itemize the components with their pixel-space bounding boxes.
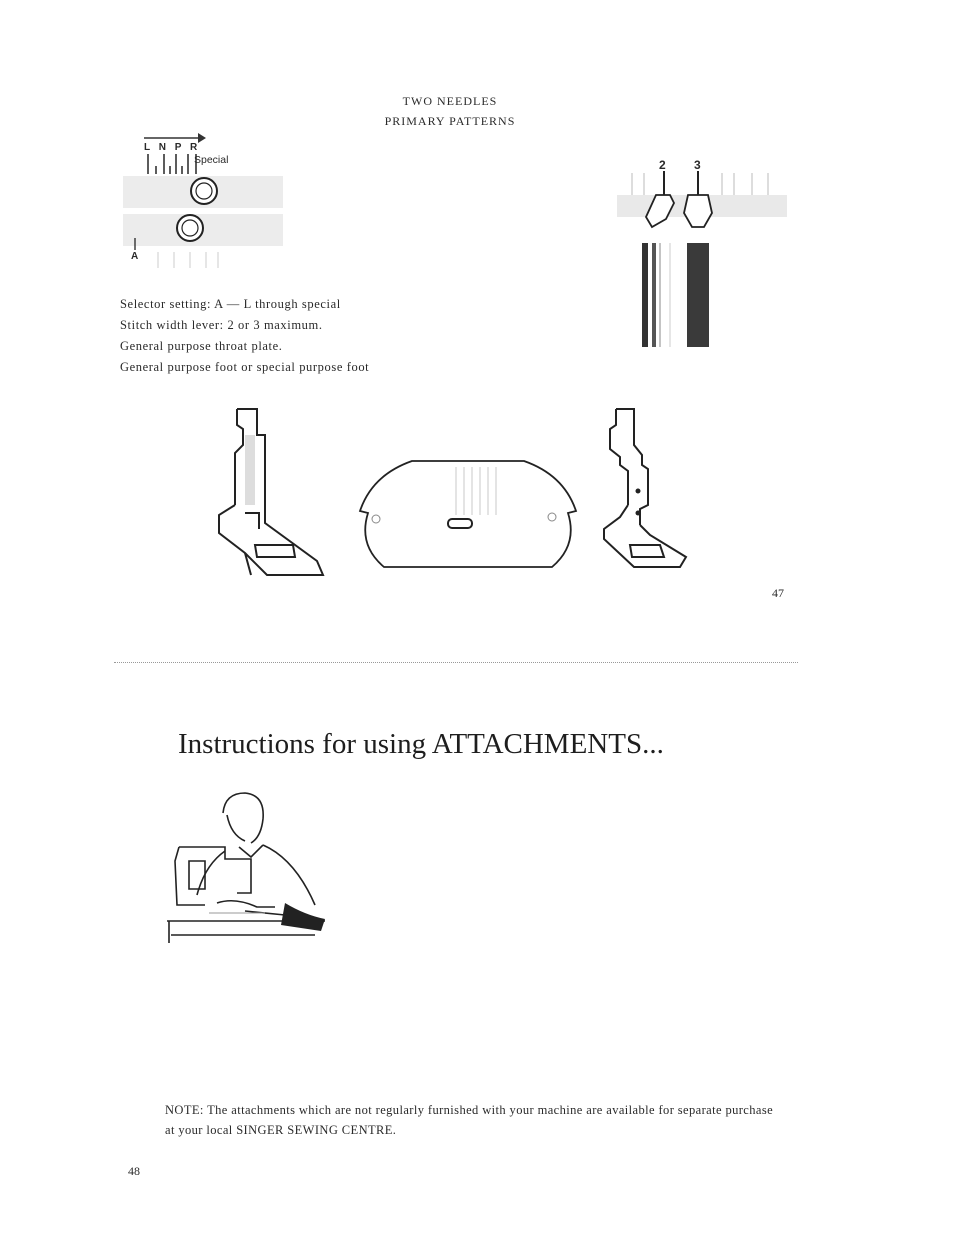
special-foot-drawing [590, 405, 700, 585]
selector-dial-illustration [118, 128, 293, 278]
throat-plate-drawing [352, 455, 584, 570]
dial-special-label: Special [194, 154, 229, 166]
page-divider [114, 662, 798, 663]
needle-stitch-drawing [612, 155, 792, 355]
general-purpose-foot-illustration [205, 405, 330, 585]
page-title: Instructions for using ATTACHMENTS... [178, 728, 664, 760]
needle-number-right: 3 [694, 158, 701, 172]
attachments-note: NOTE: The attachments which are not regularly furnished with your machine are available for separate purchase at your local SINGER SEWING CENTRE. [165, 1103, 774, 1137]
needle-stitch-diagram [612, 155, 792, 355]
special-purpose-foot-illustration [590, 405, 700, 585]
setting-stitch-width: Stitch width lever: 2 or 3 maximum. [120, 318, 323, 332]
settings-list [120, 296, 540, 380]
throat-plate-illustration [352, 455, 584, 570]
needle-number-left: 2 [659, 158, 666, 172]
dial-letters: L N P R [144, 142, 201, 153]
setting-foot: General purpose foot or special purpose foot [120, 360, 370, 374]
page-number-bottom: 48 [128, 1164, 140, 1178]
dial-a-label: A [131, 251, 142, 262]
page-number-top: 47 [772, 586, 784, 600]
heading-two-needles: TWO NEEDLES [402, 94, 498, 108]
general-foot-drawing [205, 405, 330, 585]
heading-primary-patterns: PRIMARY PATTERNS [384, 114, 516, 128]
setting-selector: Selector setting: A — L through special [120, 297, 341, 311]
woman-sewing-drawing [165, 785, 340, 950]
setting-throat-plate: General purpose throat plate. [120, 339, 283, 353]
woman-sewing-illustration [165, 785, 340, 950]
